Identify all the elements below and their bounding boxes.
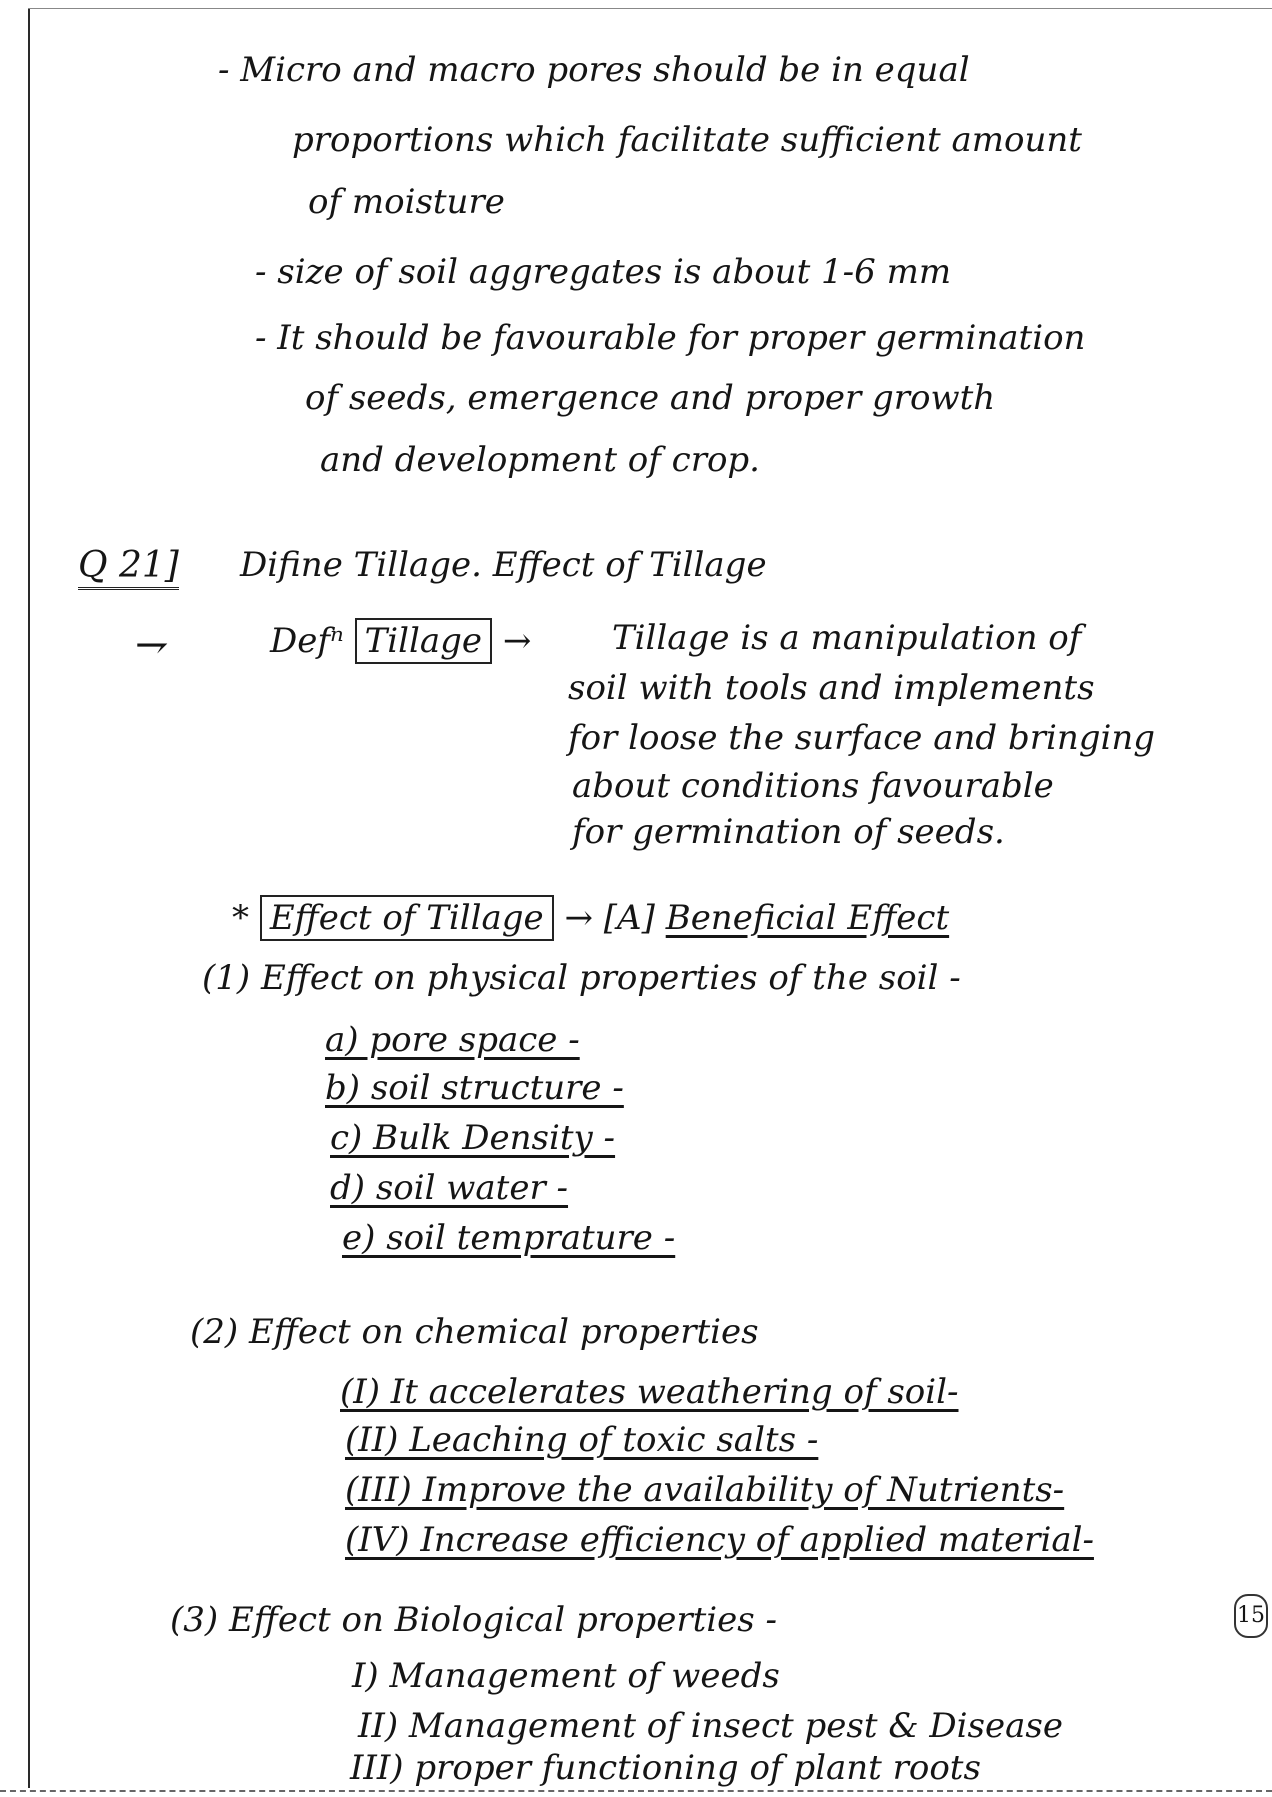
left-margin-line <box>28 8 30 1788</box>
page-number: 15 <box>1234 1594 1268 1638</box>
star-icon: * <box>232 898 249 938</box>
chemical-heading: (2) Effect on chemical properties <box>190 1312 759 1352</box>
physical-item-2: b) soil structure - <box>325 1068 624 1108</box>
answer-mark-icon: ⇁ <box>135 622 169 668</box>
question-number: Q 21] <box>78 545 179 590</box>
intro-line-1: - Micro and macro pores should be in equal <box>218 50 970 90</box>
effects-sub-label: [A] <box>603 898 655 938</box>
intro-line-4: - size of soil aggregates is about 1-6 mm <box>255 252 952 292</box>
effects-heading-row <box>232 895 949 941</box>
intro-line-6: of seeds, emergence and proper growth <box>305 378 996 418</box>
definition-line-5: for germination of seeds. <box>572 812 1005 852</box>
definition-line-1: Tillage is a manipulation of <box>612 618 1082 658</box>
biological-item-3: III) proper functioning of plant roots <box>350 1748 981 1788</box>
physical-item-5: e) soil temprature - <box>342 1218 676 1258</box>
definition-label <box>270 618 531 664</box>
physical-item-4: d) soil water - <box>330 1168 569 1208</box>
intro-line-7: and development of crop. <box>320 440 760 480</box>
intro-line-3: of moisture <box>308 182 505 222</box>
chemical-item-2: (II) Leaching of toxic salts - <box>345 1420 819 1460</box>
chemical-item-1: (I) It accelerates weathering of soil- <box>340 1372 959 1412</box>
intro-line-2: proportions which facilitate sufficient amount <box>292 120 1082 160</box>
definition-line-2: soil with tools and implements <box>568 668 1095 708</box>
chemical-item-3: (III) Improve the availability of Nutrients- <box>345 1470 1065 1510</box>
physical-heading: (1) Effect on physical properties of the soil - <box>202 958 961 998</box>
definition-prefix: Defⁿ <box>270 621 344 661</box>
definition-line-3: for loose the surface and bringing <box>568 718 1156 758</box>
physical-item-1: a) pore space - <box>325 1020 580 1060</box>
biological-item-2: II) Management of insect pest & Disease <box>358 1706 1063 1746</box>
intro-line-5: - It should be favourable for proper germination <box>255 318 1086 358</box>
bottom-border <box>0 1790 1272 1793</box>
biological-heading: (3) Effect on Biological properties - <box>170 1600 778 1640</box>
biological-item-1: I) Management of weeds <box>352 1656 780 1696</box>
effects-sub-heading: Beneficial Effect <box>665 898 950 938</box>
physical-item-3: c) Bulk Density - <box>330 1118 616 1158</box>
definition-term-box: Tillage <box>355 618 492 664</box>
definition-line-4: about conditions favourable <box>572 766 1054 806</box>
effects-heading-box: Effect of Tillage <box>260 895 554 941</box>
definition-arrow-icon: → <box>502 621 532 661</box>
question-title: Difine Tillage. Effect of Tillage <box>240 545 767 585</box>
chemical-item-4: (IV) Increase efficiency of applied material- <box>345 1520 1094 1560</box>
top-border <box>28 8 1272 9</box>
effects-arrow-icon: → <box>564 898 593 938</box>
